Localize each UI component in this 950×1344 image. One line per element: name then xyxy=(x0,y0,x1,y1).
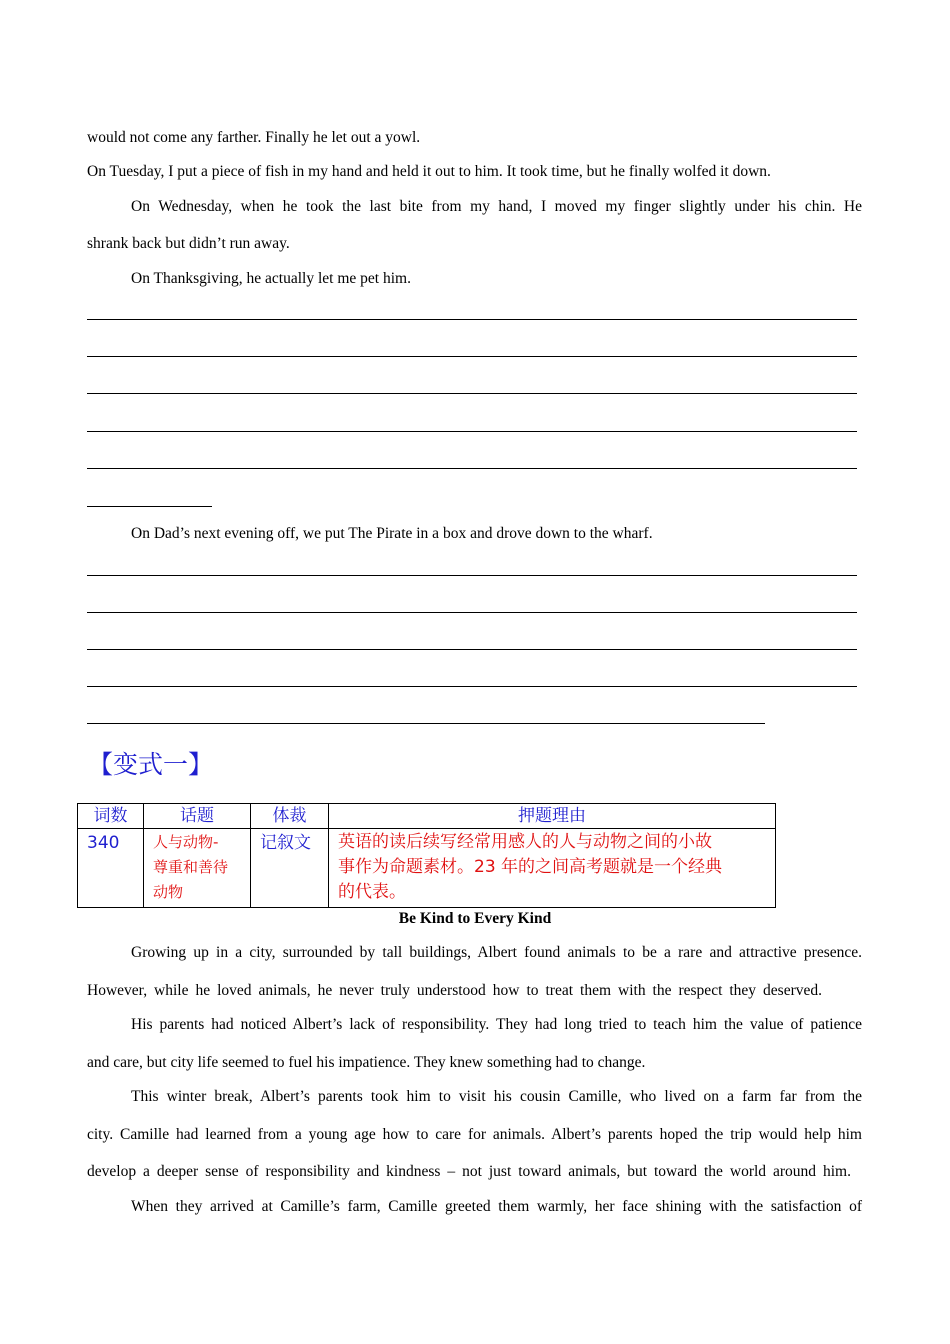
reason-line: 英语的读后续写经常用感人的人与动物之间的小故 xyxy=(338,832,712,852)
topic-line: 动物 xyxy=(153,883,184,901)
story-paragraph-line: develop a deeper sense of responsibility and kindness – not just toward animals, but toward the world around him. xyxy=(87,1163,851,1180)
story-paragraph-line: and care, but city life seemed to fuel his impatience. They knew something had to change. xyxy=(87,1054,646,1071)
story-paragraph-line: would not come any farther. Finally he let out a yowl. xyxy=(87,129,421,146)
cell-reason xyxy=(329,829,776,908)
header-reason: 押题理由 xyxy=(329,804,776,829)
header-word-count: 词数 xyxy=(78,804,144,829)
writing-line[interactable] xyxy=(87,468,857,469)
story-paragraph-line: This winter break, Albert’s parents took him to visit his cousin Camille, who lived on a farm far from the xyxy=(131,1088,862,1105)
writing-line[interactable] xyxy=(87,723,765,724)
writing-line[interactable] xyxy=(87,649,857,650)
writing-line[interactable] xyxy=(87,356,857,357)
story-title: Be Kind to Every Kind xyxy=(398,910,552,927)
variant-heading: 【变式一】 xyxy=(88,750,214,779)
writing-line[interactable] xyxy=(87,612,857,613)
table-header-row xyxy=(78,804,776,829)
cell-word-count: 340 xyxy=(78,829,144,908)
story-paragraph-line: On Thanksgiving, he actually let me pet him. xyxy=(131,270,411,287)
story-paragraph-line: shrank back but didn’t run away. xyxy=(87,235,290,252)
header-genre: 体裁 xyxy=(251,804,329,829)
story-paragraph-line: His parents had noticed Albert’s lack of responsibility. They had long tried to teach him the value of patience xyxy=(131,1016,862,1033)
cell-topic xyxy=(144,829,251,908)
reason-line: 的代表。 xyxy=(338,882,406,902)
reason-line: 事作为命题素材。23 年的之间高考题就是一个经典 xyxy=(338,857,723,877)
story-paragraph-line: On Wednesday, when he took the last bite from my hand, I moved my finger slightly under his chin. He xyxy=(131,198,862,215)
story-paragraph-line: Growing up in a city, surrounded by tall buildings, Albert found animals to be a rare and attractive presence. xyxy=(131,944,862,961)
story-paragraph-line: city. Camille had learned from a young age how to care for animals. Albert’s parents hoped the trip would help him xyxy=(87,1126,862,1143)
header-topic: 话题 xyxy=(144,804,251,829)
table-row xyxy=(78,829,776,908)
info-table xyxy=(77,803,776,908)
writing-line[interactable] xyxy=(87,506,212,507)
writing-line[interactable] xyxy=(87,393,857,394)
story-paragraph-line: However, while he loved animals, he never truly understood how to treat them with the respect they deserved. xyxy=(87,982,822,999)
writing-line[interactable] xyxy=(87,686,857,687)
topic-line: 人与动物- xyxy=(153,833,219,851)
writing-line[interactable] xyxy=(87,319,857,320)
writing-line[interactable] xyxy=(87,431,857,432)
writing-line[interactable] xyxy=(87,575,857,576)
story-paragraph-line: On Dad’s next evening off, we put The Pirate in a box and drove down to the wharf. xyxy=(131,525,653,542)
story-paragraph-line: When they arrived at Camille’s farm, Camille greeted them warmly, her face shining with the satisfaction of xyxy=(131,1198,862,1215)
topic-line: 尊重和善待 xyxy=(153,858,229,876)
cell-genre: 记叙文 xyxy=(251,829,329,908)
story-paragraph-line: On Tuesday, I put a piece of fish in my hand and held it out to him. It took time, but he finally wolfed it down. xyxy=(87,163,771,180)
